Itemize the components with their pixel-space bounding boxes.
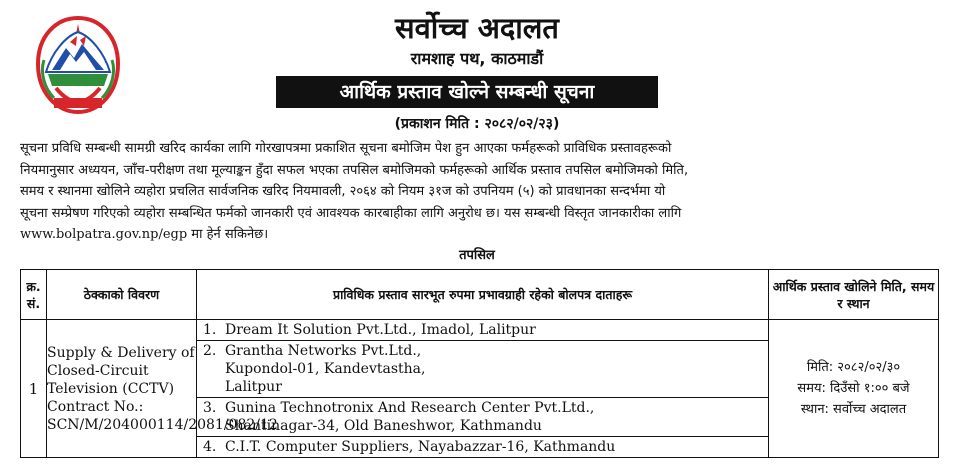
header-sn: क्र. सं. <box>21 270 47 320</box>
notice-line: नियमानुसार अध्ययन, जाँच-परीक्षण तथा मूल्याङ्कन हुँदा सफल भएका तपसिल बमोजिमको फर्महरूको आर्थिक प्रस्ताव तपसिल बमोजिमको मिति, <box>20 162 689 178</box>
table-header-row <box>21 270 939 320</box>
publication-date: (प्रकाशन मिति : २०८२/०२/२३) <box>394 116 560 132</box>
bidder-name <box>219 341 768 398</box>
bidder-number: 2. <box>197 341 219 398</box>
notice-line: समय र स्थानमा खोलिने व्यहोरा प्रचलित सार्वजनिक खरिद नियमावली, २०६४ को नियम ३१ज को उपनियम (५) को प्रावधानका सन्दर्भमा यो <box>20 184 666 199</box>
bidder-number: 1. <box>197 320 219 341</box>
opening-time: समय: दिउँसो १:०० बजे <box>797 381 910 396</box>
bidder-item <box>197 341 768 398</box>
contract-description: Supply & Delivery of Closed-Circuit Television (CCTV) Contract No.: SCN/M/204000114/2081/082/12 <box>47 320 197 458</box>
bidder-name: C.I.T. Computer Suppliers, Nayabazzar-16, Kathmandu <box>225 439 616 455</box>
bidder-name-text: Grantha Networks Pvt.Ltd., Kupondol-01, Kandevtastha, Lalitpur <box>225 343 426 395</box>
notice-line: सूचना प्रविधि सम्बन्धी सामग्री खरिद कार्यका लागि गोरखापत्रमा प्रकाशित सूचना बमोजिम पेश हुन आएका फर्महरूको प्राविधिक प्रस्तावहरूको <box>20 141 672 156</box>
notice-body <box>20 138 938 246</box>
bidder-name <box>219 398 768 437</box>
bidder-name-text: Gunina Technotronix And Research Center Pvt.Ltd., Shantinagar-34, Old Baneshwor, Kathmandu <box>225 400 595 434</box>
bidder-name: Dream It Solution Pvt.Ltd., Imadol, Lalitpur <box>219 320 768 341</box>
notice-url-suffix: मा हेर्न सकिनेछ। <box>187 227 269 242</box>
court-address: रामशाह पथ, काठमाडौं <box>410 49 544 68</box>
bidder-item <box>197 437 768 458</box>
opening-place: स्थान: सर्वोच्च अदालत <box>800 402 907 417</box>
header-when: आर्थिक प्रस्ताव खोलिने मिति, समय र स्थान <box>769 270 939 320</box>
notice-line: सूचना सम्प्रेषण गरिएको व्यहोरा सम्बन्धित फर्मको जानकारी एवं आवश्यक कारबाहीका लागि अनुरोध छ। यस सम्बन्धी विस्तृत जानकारीका लागि <box>20 205 682 221</box>
opening-details <box>769 320 939 458</box>
bidder-number: 3. <box>197 398 219 437</box>
table-row <box>21 320 939 458</box>
notice-line-last <box>20 224 938 246</box>
row-sn: 1 <box>21 320 47 458</box>
bidder-item <box>197 320 768 341</box>
schedule-table <box>20 269 939 458</box>
header-contract: ठेक्काको विवरण <box>47 270 197 320</box>
bidders-list <box>197 320 768 457</box>
bidder-number: 4. <box>203 439 217 455</box>
schedule-heading: तपसिल <box>459 248 495 263</box>
opening-date: मिति: २०८२/०२/३० <box>806 360 901 375</box>
court-title: सर्वोच्च अदालत <box>395 11 559 45</box>
header-bidders: प्राविधिक प्रस्ताव सारभूत रुपमा प्रभावग्राही रहेको बोलपत्र दाताहरू <box>197 270 769 320</box>
bolpatra-link[interactable]: www.bolpatra.gov.np/egp <box>20 227 188 242</box>
notice-banner: आर्थिक प्रस्ताव खोल्ने सम्बन्धी सूचना <box>276 76 658 108</box>
bidder-item <box>197 398 768 437</box>
bidders-cell <box>197 320 769 458</box>
